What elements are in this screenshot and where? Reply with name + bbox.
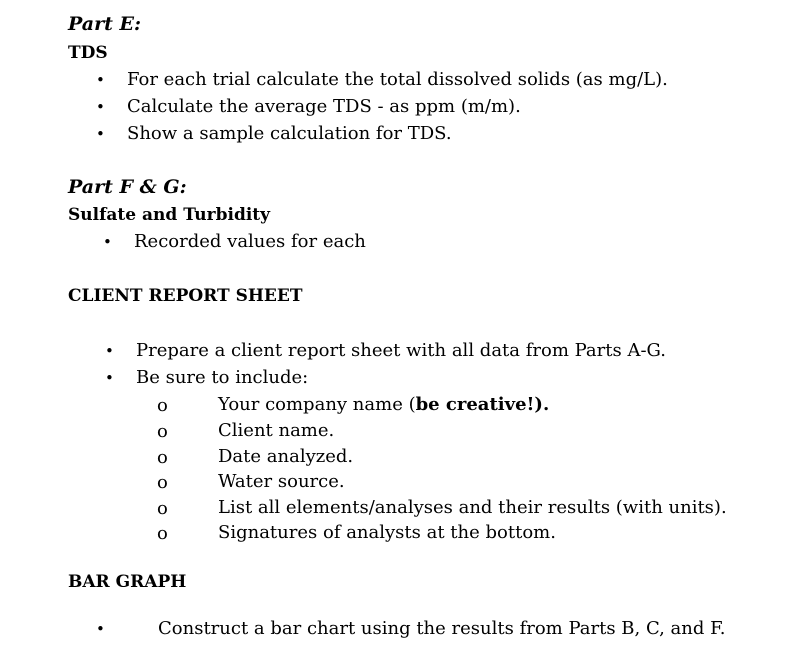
part-fg-title: Part F & G: — [68, 176, 187, 198]
part-fg-heading: Sulfate and Turbidity — [68, 205, 271, 225]
list-item: Construct a bar chart using the results from Parts B, C, and F. — [158, 618, 726, 639]
circle-bullet-icon: o — [157, 395, 168, 416]
list-item: Calculate the average TDS - as ppm (m/m). — [127, 96, 521, 117]
circle-bullet-icon: o — [157, 447, 168, 468]
bullet-icon: • — [96, 98, 105, 116]
bullet-icon: • — [105, 369, 114, 387]
list-item: Be sure to include: — [136, 367, 309, 388]
bullet-icon: • — [96, 620, 105, 638]
circle-bullet-icon: o — [157, 523, 168, 544]
sub-list-item: List all elements/analyses and their results (with units). — [218, 497, 727, 518]
list-item: Recorded values for each — [134, 231, 366, 252]
circle-bullet-icon: o — [157, 421, 168, 442]
part-e-title: Part E: — [68, 13, 141, 35]
sub-list-item: Client name. — [218, 420, 335, 441]
sub-list-item: Signatures of analysts at the bottom. — [218, 522, 556, 543]
sub-item-emphasis: be creative!). — [415, 394, 550, 415]
sub-list-item: Water source. — [218, 471, 345, 492]
part-e-heading: TDS — [68, 43, 108, 63]
bullet-icon: • — [105, 342, 114, 360]
circle-bullet-icon: o — [157, 498, 168, 519]
list-item: For each trial calculate the total dissolved solids (as mg/L). — [127, 69, 668, 90]
client-report-heading: CLIENT REPORT SHEET — [68, 286, 303, 306]
bullet-icon: • — [103, 233, 112, 251]
sub-item-text: Your company name ( — [218, 394, 416, 415]
bullet-icon: • — [96, 71, 105, 89]
sub-list-item: Date analyzed. — [218, 446, 354, 467]
bar-graph-heading: BAR GRAPH — [68, 572, 187, 592]
list-item: Show a sample calculation for TDS. — [127, 123, 452, 144]
bullet-icon: • — [96, 125, 105, 143]
list-item: Prepare a client report sheet with all data from Parts A-G. — [136, 340, 666, 361]
circle-bullet-icon: o — [157, 472, 168, 493]
sub-list-item — [218, 396, 549, 414]
